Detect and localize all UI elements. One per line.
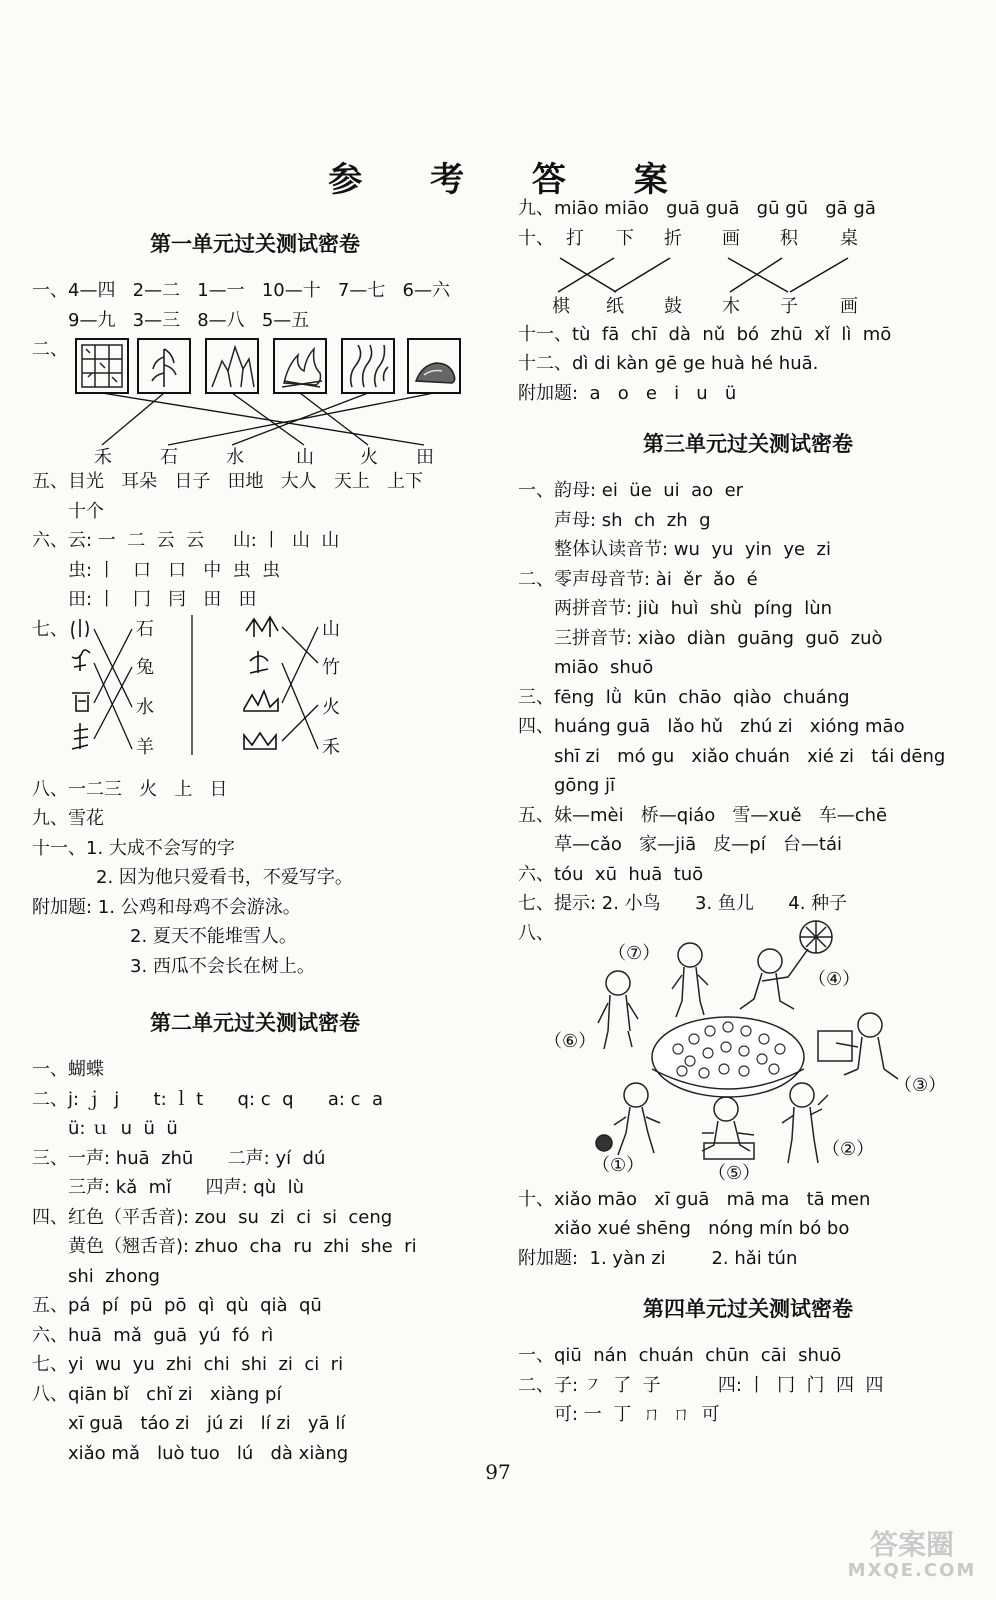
u2-q10-bottom-char: 鼓 (664, 295, 682, 317)
u3-q2-line3: 三拼音节: xiào diàn guāng guō zuò (554, 627, 883, 649)
u2-q6: 六、huā mǎ guā yú fó rì (32, 1324, 274, 1346)
u1-q5-line2: 十个 (68, 500, 104, 522)
unit4-title: 第四单元过关测试密卷 (643, 1297, 853, 1321)
u2-q10-top-char: 折 (664, 227, 682, 249)
u3-q2-line1: 二、零声母音节: ài ěr ǎo é (518, 568, 758, 590)
u2-q8-line2: xī guā táo zi jú zi lí zi yā lí (68, 1413, 346, 1434)
u2-q10-top-char: 打 (566, 227, 584, 249)
unit2-title: 第二单元过关测试密卷 (150, 1011, 360, 1035)
u2-q10-matching (518, 224, 978, 320)
u1-q7-matching (32, 615, 478, 775)
u2-q9: 九、miāo miāo guā guā gū gū gā gā (518, 198, 876, 219)
u3-q8-mark: （⑥） (544, 1030, 597, 1052)
u3-q8-label: 八、 (518, 922, 554, 944)
u1-q2-char: 禾 (94, 447, 112, 468)
u1-q7-left-char: 羊 (136, 736, 154, 758)
u1-q11-label: 十一、 (32, 837, 86, 859)
u3-q2-line4: miāo shuō (554, 657, 654, 678)
u1-q9: 九、雪花 (32, 808, 104, 829)
u3-q1-line2: 声母: sh ch zh g (554, 509, 711, 531)
u2-q10-lines (518, 224, 978, 320)
u1-q2-matching (32, 335, 478, 467)
u1-q7-right-char: 禾 (322, 736, 340, 758)
u2-q10-bottom-char: 画 (840, 295, 858, 317)
u4-q2-line2: 可: 一 丁 ㄇ ㄇ 可 (554, 1404, 720, 1425)
u1-q2-char: 水 (226, 447, 244, 468)
u3-q8-mark: （③） (894, 1074, 947, 1096)
u2-q12: 十二、dì di kàn gē ge huà hé huā. (518, 353, 819, 374)
u3-q10-line1: 十、xiǎo māo xī guā mā ma tā men (518, 1188, 871, 1210)
u1-q7-label: 七、 (32, 618, 68, 640)
u2-q2-line1: 二、j: ｊ j t: ｌ t q: c q a: c a (32, 1088, 384, 1110)
u1-q8: 八、一二三 火 上 日 (32, 778, 228, 800)
u3-q7: 七、提示: 2. 小鸟 3. 鱼儿 4. 种子 (518, 893, 848, 914)
u3-q10-line2: xiǎo xué shēng nóng mín bó bo (554, 1218, 850, 1239)
u3-q8-mark: （⑦） (608, 942, 661, 964)
u3-q8-mark: （②） (822, 1138, 875, 1160)
u2-q10-bottom-char: 木 (722, 295, 740, 317)
u1-q5-line1: 五、目光 耳朵 日子 田地 大人 天上 上下 (32, 471, 423, 492)
u3-q5-line1: 五、妹—mèi 桥—qiáo 雪—xuě 车—chē (518, 804, 888, 826)
u3-q1-line1: 一、韵母: ei üe ui ao er (518, 480, 744, 501)
u2-q10-bottom-char: 棋 (552, 295, 570, 317)
u1-q11-item2: 2. 因为他只爱看书，不爱写字。 (96, 867, 353, 888)
u3-q8-mark: （⑤） (708, 1162, 761, 1184)
u4-q1: 一、qiū nán chuán chūn cāi shuō (518, 1345, 842, 1366)
u3-q2-line2: 两拼音节: jiù huì shù píng lùn (554, 598, 833, 619)
u3-q1-line3: 整体认读音节: wu yu yin ye zi (554, 539, 831, 560)
u3-q4-line1: 四、huáng guā lǎo hǔ zhú zi xióng māo (518, 716, 905, 737)
u1-q2-char-row (32, 443, 478, 467)
u2-q10-top-char: 积 (780, 227, 798, 249)
u3-q6: 六、tóu xū huā tuō (518, 863, 704, 885)
u1-q6-line2: 虫: 丨 口 口 中 虫 虫 (68, 559, 281, 581)
left-column (32, 200, 478, 1468)
u1-q7-right-char: 山 (322, 618, 340, 640)
page-number: 97 (485, 1460, 511, 1484)
u1-q6-line3: 田: 丨 冂 冃 田 田 (68, 589, 257, 610)
u2-q8-line1: 八、qiān bǐ chǐ zi xiàng pí (32, 1383, 282, 1405)
u2-extra: 附加题: a o e i u ü (518, 382, 737, 404)
u1-q1-line2: 9—九 3—三 8—八 5—五 (68, 309, 310, 331)
watermark-line2: MXQE.COM (847, 1560, 977, 1581)
u1-extra-label: 附加题: (32, 896, 93, 918)
u2-q10-bottom-char: 子 (780, 295, 798, 317)
u2-q7: 七、yi wu yu zhi chi shi zi ci ri (32, 1354, 344, 1375)
u1-extra-item1: 1. 公鸡和母鸡不会游泳。 (97, 896, 301, 918)
u2-q5: 五、pá pí pū pō qì qù qià qū (32, 1295, 322, 1316)
u3-q8-illustration (518, 919, 978, 1185)
u3-extra: 附加题: 1. yàn zi 2. hǎi tún (518, 1247, 798, 1269)
u2-q3-line2: 三声: kǎ mǐ 四声: qù lù (68, 1177, 305, 1198)
u2-q3-line1: 三、一声: huā zhū 二声: yí dú (32, 1147, 326, 1169)
u2-q10-top-char: 桌 (840, 227, 858, 249)
page-title: 参 考 答 案 (328, 160, 696, 200)
u1-q2-char: 火 (360, 447, 378, 468)
u2-q10-top-char: 下 (616, 227, 634, 249)
u1-q11-item1: 1. 大成不会写的字 (86, 837, 235, 859)
u2-q4-line1: 四、红色（平舌音): zou su zi ci si ceng (32, 1206, 393, 1228)
u2-q1: 一、蝴蝶 (32, 1059, 104, 1080)
watermark-logo (842, 1528, 982, 1582)
unit1-title: 第一单元过关测试密卷 (150, 232, 360, 256)
u1-q2-label: 二、 (32, 339, 68, 360)
u1-q7-left-char: 水 (136, 696, 154, 718)
u2-q4-line3: shi zhong (68, 1265, 160, 1287)
u4-q2-line1: 二、子: ㇇ 了 子 四: 丨 冂 门 四 四 (518, 1374, 884, 1396)
u2-q2-line2: ü: ｕ u ü ü (68, 1118, 178, 1139)
u1-q7-right-char: 火 (322, 696, 340, 718)
u2-q4-line2: 黄色（翘舌音): zhuo cha ru zhi she ri (68, 1236, 417, 1257)
u2-q10-label: 十、 (518, 227, 554, 249)
u1-extra-item2: 2. 夏天不能堆雪人。 (130, 926, 297, 947)
u1-q7-left-char: 兔 (136, 656, 154, 678)
u2-q10-bottom-char: 纸 (606, 295, 624, 317)
u1-q7-right-char: 竹 (322, 656, 340, 678)
right-column (518, 200, 978, 1430)
u1-q6-line1: 六、云: 一 二 云 云 山: 丨 山 山 (32, 530, 340, 551)
u1-q7-left-char: 石 (136, 618, 154, 640)
u1-extra-item3: 3. 西瓜不会长在树上。 (130, 955, 315, 977)
u3-q4-line3: gōng jī (554, 775, 615, 796)
u1-q7-glyph-lines (32, 615, 478, 775)
u3-q8-mark: （①） (592, 1154, 645, 1176)
u1-q1-line1: 一、4—四 2—二 1—一 10—十 7—七 6—六 (32, 280, 450, 301)
u1-q2-char: 石 (160, 447, 178, 468)
unit3-title: 第三单元过关测试密卷 (643, 432, 853, 456)
u3-q5-line2: 草—cǎo 家—jiā 皮—pí 台—tái (554, 834, 842, 855)
watermark-line1: 答案圈 (869, 1528, 954, 1561)
u2-q8-line3: xiǎo mǎ luò tuo lú dà xiàng (68, 1442, 349, 1464)
u2-q10-top-char: 画 (722, 227, 740, 249)
u1-q2-char: 田 (416, 447, 434, 468)
u3-q3: 三、fēng lǜ kūn chāo qiào chuáng (518, 686, 850, 708)
u3-q8-mark: （④） (808, 968, 861, 990)
u1-q2-char: 山 (296, 447, 314, 468)
u3-q4-line2: shī zi mó gu xiǎo chuán xié zi tái dēng (554, 745, 946, 767)
u2-q11: 十一、tù fā chī dà nǔ bó zhū xǐ lì mō (518, 323, 892, 345)
